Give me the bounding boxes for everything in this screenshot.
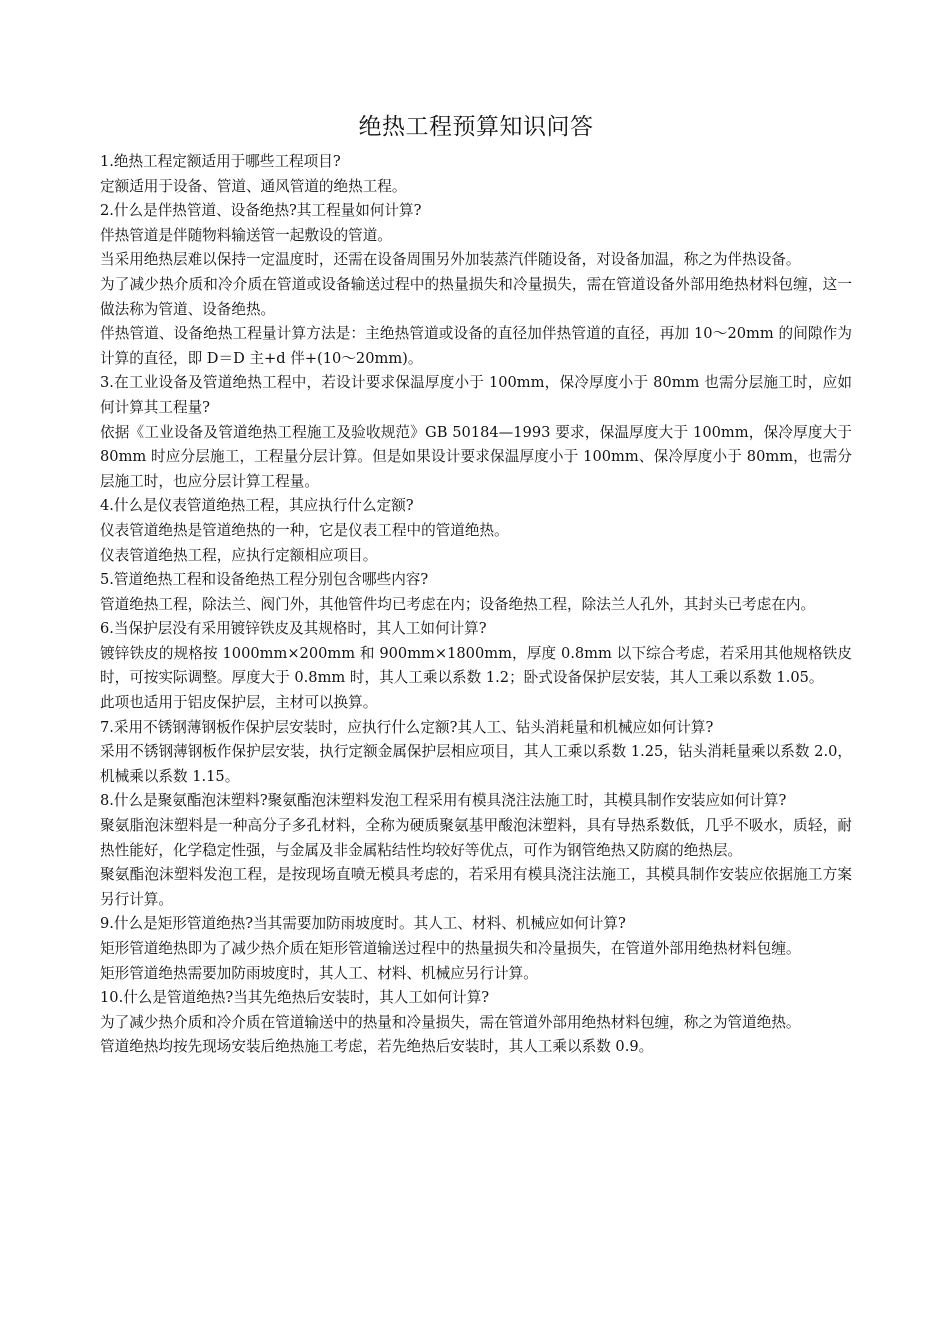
answer-3: 依据《工业设备及管道绝热工程施工及验收规范》GB 50184—1993 要求，保温厚度大于 100mm，保冷厚度大于 80mm 时应分层施工，工程量分层计算。但是如果设计要求保温厚度小于 100mm、保冷厚度小于 80mm，也需分层施工时，也应分层计算工程量。 — [100, 423, 852, 490]
question-2: 2.什么是伴热管道、设备绝热?其工程量如何计算? — [100, 202, 422, 220]
answer-10-labor: 管道绝热均按先现场安装后绝热施工考虑，若先绝热后安装时，其人工乘以系数 0.9。 — [100, 1038, 654, 1056]
answer-2-calculation: 伴热管道、设备绝热工程量计算方法是：主绝热管道或设备的直径加伴热管道的直径，再加 10～20mm 的间隙作为计算的直径，即 D＝D 主+d 伴+(10～20mm)。 — [100, 325, 852, 367]
document-title: 绝热工程预算知识问答 — [358, 114, 594, 140]
answer-10-definition: 为了减少热介质和冷介质在管道输送中的热量和冷量损失，需在管道外部用绝热材料包缠，称之为管道绝热。 — [100, 1013, 801, 1031]
question-8: 8.什么是聚氨酯泡沫塑料?聚氨酯泡沫塑料发泡工程采用有模具浇注法施工时，其模具制作安装应如何计算? — [100, 792, 787, 810]
answer-2-definition: 伴热管道是伴随物料输送管一起敷设的管道。 — [100, 226, 392, 244]
answer-4-quota: 仪表管道绝热工程，应执行定额相应项目。 — [100, 546, 378, 564]
answer-8-definition: 聚氨脂泡沫塑料是一种高分子多孔材料，全称为硬质聚氨基甲酸泡沫塑料，具有导热系数低，几乎不吸水，质轻，耐热性能好，化学稳定性强，与金属及非金属粘结性均较好等优点，可作为钢管绝热又防腐的绝热层。 — [100, 817, 852, 859]
document-body — [100, 108, 852, 1060]
answer-1: 定额适用于设备、管道、通风管道的绝热工程。 — [100, 177, 407, 195]
answer-6: 镀锌铁皮的规格按 1000mm×200mm 和 900mm×1800mm，厚度 0.8mm 以下综合考虑，若采用其他规格铁皮时，可按实际调整。厚度大于 0.8mm 时，其人工乘以系数 1.2；卧式设备保护层安装，其人工乘以系数 1.05。 — [100, 644, 852, 687]
question-4: 4.什么是仪表管道绝热工程，其应执行什么定额? — [100, 497, 414, 515]
question-9: 9.什么是矩形管道绝热?当其需要加防雨坡度时。其人工、材料、机械应如何计算? — [100, 915, 626, 933]
answer-4-definition: 仪表管道绝热是管道绝热的一种，它是仪表工程中的管道绝热。 — [100, 521, 509, 539]
answer-9-definition: 矩形管道绝热即为了减少热介质在矩形管道输送过程中的热量损失和冷量损失，在管道外部用绝热材料包缠。 — [100, 940, 801, 957]
question-5: 5.管道绝热工程和设备绝热工程分别包含哪些内容? — [100, 571, 429, 589]
answer-7: 采用不锈钢薄钢板作保护层安装，执行定额金属保护层相应项目，其人工乘以系数 1.25，钻头消耗量乘以系数 2.0，机械乘以系数 1.15。 — [100, 743, 852, 785]
question-10: 10.什么是管道绝热?当其先绝热后安装时，其人工如何计算? — [100, 989, 490, 1007]
paragraph-list — [100, 150, 852, 1060]
question-6: 6.当保护层没有采用镀锌铁皮及其规格时，其人工如何计算? — [100, 620, 487, 638]
answer-2-heat-tracing: 当采用绝热层难以保持一定温度时，还需在设备周围另外加装蒸汽伴随设备，对设备加温，称之为伴热设备。 — [100, 251, 801, 269]
answer-8-mold: 聚氨酯泡沫塑料发泡工程，是按现场直喷无模具考虑的，若采用有模具浇注法施工，其模具制作安装应依据施工方案另行计算。 — [100, 866, 852, 908]
answer-6-aluminum: 此项也适用于铝皮保护层，主材可以换算。 — [100, 694, 378, 712]
answer-5: 管道绝热工程，除法兰、阀门外，其他管件均已考虑在内；设备绝热工程，除法兰人孔外，其封头已考虑在内。 — [100, 595, 816, 613]
question-1: 1.绝热工程定额适用于哪些工程项目? — [100, 153, 341, 170]
answer-9-slope: 矩形管道绝热需要加防雨坡度时，其人工、材料、机械应另行计算。 — [100, 964, 538, 982]
question-3: 3.在工业设备及管道绝热工程中，若设计要求保温厚度小于 100mm，保冷厚度小于 80mm 也需分层施工时，应如何计算其工程量? — [100, 374, 852, 416]
question-7: 7.采用不锈钢薄钢板作保护层安装时，应执行什么定额?其人工、钻头消耗量和机械应如何计算? — [100, 718, 714, 736]
answer-2-insulation: 为了减少热介质和冷介质在管道或设备输送过程中的热量损失和冷量损失，需在管道设备外部用绝热材料包缠，这一做法称为管道、设备绝热。 — [100, 275, 852, 318]
